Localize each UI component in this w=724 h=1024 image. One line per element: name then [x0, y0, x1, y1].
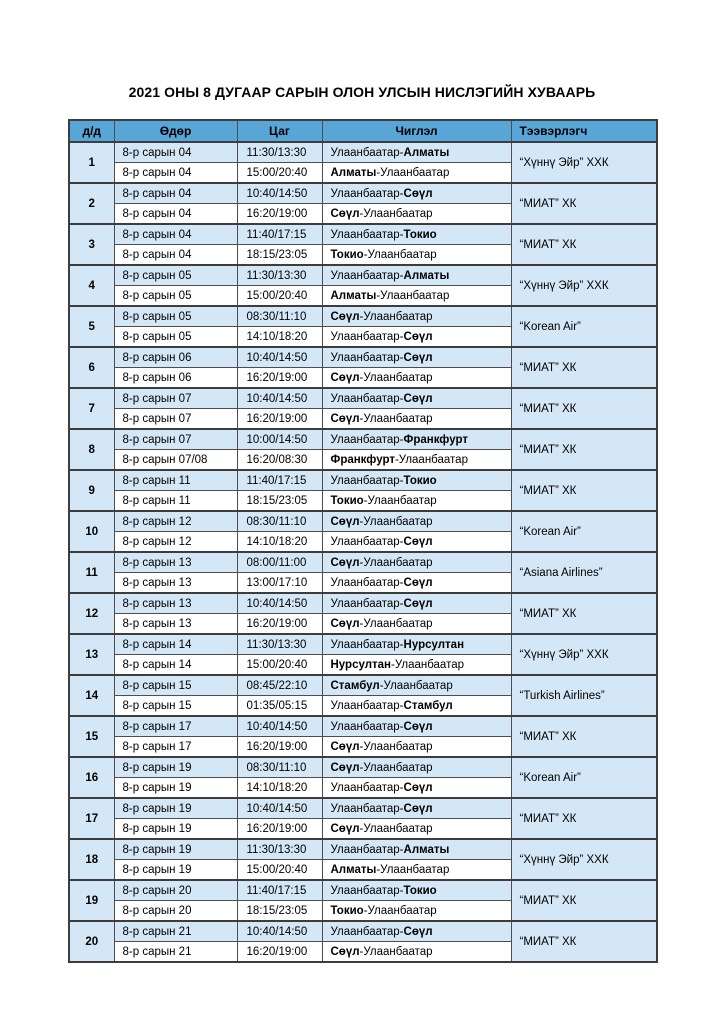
time-cell: 14:10/18:20 [237, 532, 322, 553]
direction-prefix: Улаанбаатар- [330, 433, 404, 446]
row-number-cell: 10 [69, 511, 114, 552]
date-cell: 8-р сарын 07/08 [114, 450, 237, 471]
direction-city-bold: Сөүл [330, 617, 360, 630]
carrier-cell: “Хүннү Эйр” ХХК [511, 142, 657, 183]
carrier-cell: “МИАТ” ХК [511, 798, 657, 839]
date-cell: 8-р сарын 19 [114, 778, 237, 799]
direction-city-bold: Нурсултан [330, 658, 391, 671]
carrier-cell: “МИАТ” ХК [511, 921, 657, 962]
direction-cell [322, 593, 511, 614]
direction-prefix: Улаанбаатар- [330, 597, 404, 610]
time-cell: 16:20/19:00 [237, 819, 322, 840]
time-cell: 16:20/19:00 [237, 368, 322, 389]
carrier-cell: “МИАТ” ХК [511, 470, 657, 511]
direction-prefix: Улаанбаатар- [330, 638, 404, 651]
row-number-cell: 20 [69, 921, 114, 962]
flight-row [69, 921, 657, 942]
date-cell: 8-р сарын 04 [114, 204, 237, 225]
direction-cell [322, 347, 511, 368]
direction-prefix: Улаанбаатар- [330, 576, 404, 589]
time-cell: 16:20/19:00 [237, 737, 322, 758]
direction-prefix: Улаанбаатар- [330, 843, 404, 856]
direction-city-bold: Токио [403, 884, 437, 897]
direction-cell [322, 819, 511, 840]
direction-city-bold: Алматы [330, 289, 377, 302]
direction-cell [322, 614, 511, 635]
carrier-cell: “Korean Air” [511, 757, 657, 798]
direction-prefix: Улаанбаатар- [330, 392, 404, 405]
row-number-cell: 9 [69, 470, 114, 511]
table-header [69, 120, 657, 142]
direction-city-bold: Нурсултан [403, 638, 465, 651]
time-cell: 10:40/14:50 [237, 921, 322, 942]
time-cell: 16:20/08:30 [237, 450, 322, 471]
direction-suffix: -Улаанбаатар [376, 166, 450, 179]
direction-city-bold: Сөүл [403, 351, 433, 364]
time-cell: 11:40/17:15 [237, 224, 322, 245]
flight-row [69, 839, 657, 860]
col-header-direction: Чиглэл [322, 120, 511, 142]
direction-city-bold: Токио [403, 228, 437, 241]
direction-cell [322, 798, 511, 819]
direction-suffix: -Улаанбаатар [363, 494, 437, 507]
flight-row [69, 470, 657, 491]
direction-cell [322, 409, 511, 430]
carrier-cell: “МИАТ” ХК [511, 224, 657, 265]
direction-suffix: -Улаанбаатар [359, 761, 433, 774]
time-cell: 18:15/23:05 [237, 901, 322, 922]
direction-city-bold: Алматы [403, 146, 450, 159]
direction-cell [322, 655, 511, 676]
time-cell: 08:30/11:10 [237, 757, 322, 778]
time-cell: 13:00/17:10 [237, 573, 322, 594]
direction-suffix: -Улаанбаатар [363, 904, 437, 917]
time-cell: 10:40/14:50 [237, 716, 322, 737]
carrier-cell: “Korean Air” [511, 511, 657, 552]
direction-suffix: -Улаанбаатар [359, 412, 433, 425]
date-cell: 8-р сарын 11 [114, 491, 237, 512]
date-cell: 8-р сарын 05 [114, 286, 237, 307]
direction-cell [322, 737, 511, 758]
flight-schedule-table [68, 119, 658, 963]
time-cell: 14:10/18:20 [237, 778, 322, 799]
direction-city-bold: Франкфурт [330, 453, 395, 466]
time-cell: 14:10/18:20 [237, 327, 322, 348]
carrier-cell: “Asiana Airlines” [511, 552, 657, 593]
direction-city-bold: Алматы [403, 843, 450, 856]
direction-city-bold: Сөүл [403, 187, 433, 200]
direction-cell [322, 388, 511, 409]
direction-suffix: -Улаанбаатар [359, 822, 433, 835]
date-cell: 8-р сарын 07 [114, 388, 237, 409]
direction-city-bold: Сөүл [403, 802, 433, 815]
direction-prefix: Улаанбаатар- [330, 330, 404, 343]
direction-prefix: Улаанбаатар- [330, 474, 404, 487]
row-number-cell: 7 [69, 388, 114, 429]
direction-city-bold: Сөүл [330, 761, 360, 774]
col-header-number: д/д [69, 120, 114, 142]
flight-row [69, 429, 657, 450]
direction-cell [322, 245, 511, 266]
carrier-cell: “МИАТ” ХК [511, 183, 657, 224]
date-cell: 8-р сарын 19 [114, 839, 237, 860]
direction-city-bold: Сөүл [403, 925, 433, 938]
flight-row [69, 183, 657, 204]
direction-suffix: -Улаанбаатар [359, 207, 433, 220]
row-number-cell: 14 [69, 675, 114, 716]
row-number-cell: 18 [69, 839, 114, 880]
direction-city-bold: Сөүл [330, 945, 360, 958]
date-cell: 8-р сарын 14 [114, 634, 237, 655]
date-cell: 8-р сарын 05 [114, 265, 237, 286]
direction-prefix: Улаанбаатар- [330, 535, 404, 548]
date-cell: 8-р сарын 13 [114, 552, 237, 573]
direction-suffix: -Улаанбаатар [394, 453, 468, 466]
time-cell: 16:20/19:00 [237, 204, 322, 225]
direction-cell [322, 368, 511, 389]
time-cell: 16:20/19:00 [237, 409, 322, 430]
direction-city-bold: Стамбул [403, 699, 453, 712]
direction-cell [322, 696, 511, 717]
row-number-cell: 12 [69, 593, 114, 634]
flight-row [69, 265, 657, 286]
row-number-cell: 1 [69, 142, 114, 183]
flight-row [69, 757, 657, 778]
carrier-cell: “Korean Air” [511, 306, 657, 347]
time-cell: 15:00/20:40 [237, 286, 322, 307]
date-cell: 8-р сарын 07 [114, 429, 237, 450]
row-number-cell: 2 [69, 183, 114, 224]
date-cell: 8-р сарын 04 [114, 183, 237, 204]
direction-cell [322, 839, 511, 860]
time-cell: 10:00/14:50 [237, 429, 322, 450]
carrier-cell: “МИАТ” ХК [511, 347, 657, 388]
date-cell: 8-р сарын 04 [114, 142, 237, 163]
time-cell: 11:30/13:30 [237, 142, 322, 163]
direction-cell [322, 204, 511, 225]
flight-row [69, 634, 657, 655]
direction-cell [322, 901, 511, 922]
time-cell: 16:20/19:00 [237, 614, 322, 635]
direction-cell [322, 757, 511, 778]
date-cell: 8-р сарын 04 [114, 245, 237, 266]
date-cell: 8-р сарын 13 [114, 573, 237, 594]
time-cell: 10:40/14:50 [237, 183, 322, 204]
col-header-time: Цаг [237, 120, 322, 142]
time-cell: 11:30/13:30 [237, 265, 322, 286]
flight-row [69, 142, 657, 163]
direction-city-bold: Сөүл [330, 371, 360, 384]
date-cell: 8-р сарын 20 [114, 880, 237, 901]
flight-row [69, 388, 657, 409]
carrier-cell: “Хүннү Эйр” ХХК [511, 634, 657, 675]
date-cell: 8-р сарын 06 [114, 347, 237, 368]
direction-prefix: Улаанбаатар- [330, 351, 404, 364]
direction-suffix: -Улаанбаатар [391, 658, 465, 671]
time-cell: 08:30/11:10 [237, 511, 322, 532]
date-cell: 8-р сарын 11 [114, 470, 237, 491]
direction-city-bold: Сөүл [403, 597, 433, 610]
time-cell: 10:40/14:50 [237, 798, 322, 819]
direction-prefix: Улаанбаатар- [330, 781, 404, 794]
direction-city-bold: Сөүл [403, 392, 433, 405]
direction-city-bold: Сөүл [330, 822, 360, 835]
direction-city-bold: Франкфурт [403, 433, 468, 446]
time-cell: 15:00/20:40 [237, 860, 322, 881]
direction-suffix: -Улаанбаатар [379, 679, 453, 692]
time-cell: 10:40/14:50 [237, 388, 322, 409]
flight-row [69, 347, 657, 368]
direction-suffix: -Улаанбаатар [359, 740, 433, 753]
flight-row [69, 716, 657, 737]
row-number-cell: 13 [69, 634, 114, 675]
row-number-cell: 5 [69, 306, 114, 347]
flight-row [69, 675, 657, 696]
direction-prefix: Улаанбаатар- [330, 146, 404, 159]
carrier-cell: “Turkish Airlines” [511, 675, 657, 716]
direction-city-bold: Сөүл [330, 310, 360, 323]
date-cell: 8-р сарын 19 [114, 860, 237, 881]
direction-cell [322, 265, 511, 286]
date-cell: 8-р сарын 13 [114, 593, 237, 614]
date-cell: 8-р сарын 05 [114, 327, 237, 348]
carrier-cell: “МИАТ” ХК [511, 880, 657, 921]
direction-city-bold: Сөүл [330, 556, 360, 569]
time-cell: 15:00/20:40 [237, 655, 322, 676]
flight-row [69, 798, 657, 819]
direction-city-bold: Токио [403, 474, 437, 487]
direction-prefix: Улаанбаатар- [330, 925, 404, 938]
direction-city-bold: Алматы [403, 269, 450, 282]
date-cell: 8-р сарын 13 [114, 614, 237, 635]
carrier-cell: “МИАТ” ХК [511, 429, 657, 470]
direction-cell [322, 552, 511, 573]
date-cell: 8-р сарын 17 [114, 716, 237, 737]
direction-cell [322, 511, 511, 532]
row-number-cell: 19 [69, 880, 114, 921]
date-cell: 8-р сарын 17 [114, 737, 237, 758]
date-cell: 8-р сарын 05 [114, 306, 237, 327]
time-cell: 08:00/11:00 [237, 552, 322, 573]
date-cell: 8-р сарын 15 [114, 675, 237, 696]
direction-city-bold: Сөүл [330, 515, 360, 528]
direction-cell [322, 880, 511, 901]
date-cell: 8-р сарын 07 [114, 409, 237, 430]
date-cell: 8-р сарын 20 [114, 901, 237, 922]
flight-row [69, 224, 657, 245]
direction-city-bold: Токио [330, 494, 364, 507]
time-cell: 18:15/23:05 [237, 491, 322, 512]
direction-cell [322, 634, 511, 655]
date-cell: 8-р сарын 06 [114, 368, 237, 389]
date-cell: 8-р сарын 15 [114, 696, 237, 717]
date-cell: 8-р сарын 19 [114, 757, 237, 778]
direction-city-bold: Токио [330, 904, 364, 917]
direction-prefix: Улаанбаатар- [330, 699, 404, 712]
col-header-date: Өдөр [114, 120, 237, 142]
direction-city-bold: Сөүл [330, 740, 360, 753]
date-cell: 8-р сарын 21 [114, 921, 237, 942]
direction-cell [322, 163, 511, 184]
time-cell: 10:40/14:50 [237, 593, 322, 614]
direction-suffix: -Улаанбаатар [359, 945, 433, 958]
time-cell: 15:00/20:40 [237, 163, 322, 184]
carrier-cell: “МИАТ” ХК [511, 388, 657, 429]
direction-suffix: -Улаанбаатар [376, 289, 450, 302]
direction-cell [322, 470, 511, 491]
row-number-cell: 15 [69, 716, 114, 757]
date-cell: 8-р сарын 12 [114, 532, 237, 553]
direction-cell [322, 491, 511, 512]
date-cell: 8-р сарын 19 [114, 798, 237, 819]
flight-row [69, 880, 657, 901]
direction-cell [322, 183, 511, 204]
row-number-cell: 16 [69, 757, 114, 798]
direction-city-bold: Сөүл [330, 207, 360, 220]
schedule-table-body [69, 142, 657, 962]
direction-cell [322, 429, 511, 450]
time-cell: 08:30/11:10 [237, 306, 322, 327]
row-number-cell: 6 [69, 347, 114, 388]
direction-cell [322, 778, 511, 799]
header-row [69, 120, 657, 142]
time-cell: 10:40/14:50 [237, 347, 322, 368]
direction-suffix: -Улаанбаатар [359, 310, 433, 323]
time-cell: 16:20/19:00 [237, 942, 322, 963]
direction-city-bold: Сөүл [403, 330, 433, 343]
direction-suffix: -Улаанбаатар [359, 515, 433, 528]
carrier-cell: “МИАТ” ХК [511, 593, 657, 634]
carrier-cell: “Хүннү Эйр” ХХК [511, 265, 657, 306]
direction-city-bold: Сөүл [330, 412, 360, 425]
time-cell: 11:30/13:30 [237, 839, 322, 860]
flight-row [69, 306, 657, 327]
direction-cell [322, 716, 511, 737]
direction-city-bold: Сөүл [403, 781, 433, 794]
direction-prefix: Улаанбаатар- [330, 187, 404, 200]
page-title: 2021 ОНЫ 8 ДУГААР САРЫН ОЛОН УЛСЫН НИСЛЭГИЙН ХУВААРЬ [128, 84, 596, 100]
direction-cell [322, 942, 511, 963]
direction-prefix: Улаанбаатар- [330, 228, 404, 241]
direction-cell [322, 921, 511, 942]
date-cell: 8-р сарын 21 [114, 942, 237, 963]
direction-city-bold: Алматы [330, 863, 377, 876]
direction-cell [322, 573, 511, 594]
row-number-cell: 17 [69, 798, 114, 839]
direction-city-bold: Стамбул [330, 679, 380, 692]
flight-row [69, 552, 657, 573]
time-cell: 18:15/23:05 [237, 245, 322, 266]
direction-cell [322, 142, 511, 163]
direction-city-bold: Сөүл [403, 535, 433, 548]
date-cell: 8-р сарын 12 [114, 511, 237, 532]
date-cell: 8-р сарын 04 [114, 163, 237, 184]
direction-suffix: -Улаанбаатар [359, 556, 433, 569]
direction-city-bold: Сөүл [403, 720, 433, 733]
flight-row [69, 511, 657, 532]
col-header-carrier: Тээвэрлэгч [511, 120, 657, 142]
row-number-cell: 4 [69, 265, 114, 306]
direction-cell [322, 306, 511, 327]
direction-suffix: -Улаанбаатар [376, 863, 450, 876]
direction-cell [322, 327, 511, 348]
direction-prefix: Улаанбаатар- [330, 802, 404, 815]
direction-prefix: Улаанбаатар- [330, 884, 404, 897]
direction-cell [322, 532, 511, 553]
direction-cell [322, 224, 511, 245]
direction-city-bold: Алматы [330, 166, 377, 179]
time-cell: 01:35/05:15 [237, 696, 322, 717]
time-cell: 11:30/13:30 [237, 634, 322, 655]
direction-cell [322, 450, 511, 471]
date-cell: 8-р сарын 14 [114, 655, 237, 676]
direction-city-bold: Сөүл [403, 576, 433, 589]
time-cell: 08:45/22:10 [237, 675, 322, 696]
carrier-cell: “МИАТ” ХК [511, 716, 657, 757]
time-cell: 11:40/17:15 [237, 880, 322, 901]
row-number-cell: 8 [69, 429, 114, 470]
direction-cell [322, 860, 511, 881]
direction-cell [322, 675, 511, 696]
direction-suffix: -Улаанбаатар [359, 617, 433, 630]
direction-suffix: -Улаанбаатар [363, 248, 437, 261]
direction-suffix: -Улаанбаатар [359, 371, 433, 384]
carrier-cell: “Хүннү Эйр” ХХК [511, 839, 657, 880]
direction-prefix: Улаанбаатар- [330, 720, 404, 733]
row-number-cell: 3 [69, 224, 114, 265]
date-cell: 8-р сарын 19 [114, 819, 237, 840]
direction-cell [322, 286, 511, 307]
time-cell: 11:40/17:15 [237, 470, 322, 491]
direction-prefix: Улаанбаатар- [330, 269, 404, 282]
row-number-cell: 11 [69, 552, 114, 593]
direction-city-bold: Токио [330, 248, 364, 261]
flight-row [69, 593, 657, 614]
date-cell: 8-р сарын 04 [114, 224, 237, 245]
